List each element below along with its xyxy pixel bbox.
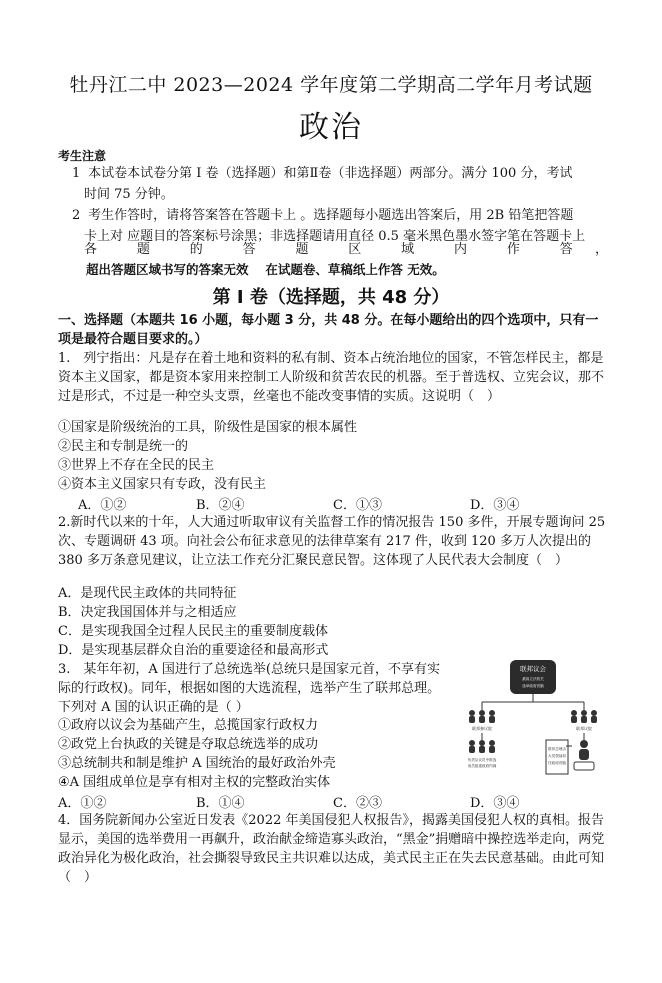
question-1-choice-a: A．①② [78,498,127,513]
people-icon-bottom-left [469,740,495,753]
chancellor-note-line-2: 大党领袖担 [548,754,566,758]
question-1-statement-4: ④资本主义国家只有专政，没有民主 [58,477,267,492]
notice-item-1-line-2: 时间 75 分钟。 [84,187,174,202]
question-1-choices [78,494,598,512]
question-3-choice-c: C．②③ [333,796,382,811]
bundesrat-label: 联邦参议院 [472,726,492,731]
cabinet-note-line-2: 成员组建政府内阁 [467,764,497,768]
election-flow-diagram [462,658,604,776]
bundestag-label: 联邦议院 [576,726,592,731]
notice-item-2-line-4: 超出答题区域书写的答案无效 在试题卷、草稿纸上作答 无效。 [86,262,445,277]
people-icon-right [571,710,597,723]
question-1-choice-c: C．①③ [333,498,382,513]
question-3-statement-2: ②政党上台执政的关键是夺取总统选举的成功 [58,737,319,752]
question-1-statement-2: ②民主和专制是统一的 [58,439,189,454]
question-3-statement-1: ①政府以议会为基础产生，总揽国家行政权力 [58,718,319,733]
question-3-choices [58,792,598,811]
chancellor-icon [574,740,594,770]
notice-item-2-line-1: 考生作答时，请将答案答在答题卡上 。选择题每小题选出答案后，用 2B 铅笔把答题 [88,208,574,223]
question-2-option-d: D．是实现基层群众自治的重要途径和最高形式 [58,643,329,658]
federal-parliament-sub-1: 最高立法机关 [522,677,544,681]
question-3-choice-a: A．①② [58,796,107,811]
question-2-option-a: A．是现代民主政体的共同特征 [58,586,237,601]
question-3-choice-d: D．③④ [470,796,520,811]
part-1-title: 第 I 卷（选择题，共 48 分） [212,287,450,308]
federal-parliament-sub-2: 选举政府首脑 [522,684,544,688]
question-1-stem: 1. 列宁指出：凡是存在着土地和资料的私有制、资本占统治地位的国家，不管怎样民主，都是资本主义国家，都是资本家用来控制工人阶级和贫苦农民的机器。至于普选权、立宪会议，那不过是形式，不过是一种空头支票，丝毫也不能改变事情的实质。这说明（ ） [58,351,605,404]
notice-item-1-line-1: 本试卷本试卷分第 I 卷（选择题）和第Ⅱ卷（非选择题）两部分。满分 100 分，考试 [88,166,573,181]
notice-item-2-line-2: 卡上对 应题目的答案标号涂黑；非选择题请用直径 0.5 毫米黑色墨水签字笔在答题卡上 [84,229,586,244]
section-1-heading: 一、选择题（本题共 16 小题，每小题 3 分，共 48 分。在每小题给出的四个选项中，只有一项是最符合题目要求的。） [58,313,599,347]
notice-item-1-number: 1 [72,166,81,181]
notice-item-2 [72,205,608,247]
question-3-statement-4: ④A 国组成单位是享有相对主权的完整政治实体 [58,775,331,790]
federal-parliament-title: 联邦议会 [520,665,546,673]
question-3-stem: 3. 某年年初，A 国进行了总统选举(总统只是国家元首，不享有实际的行政权)。同年，根据如图的大选流程，选举产生了联邦总理。下列对 A 国的认识正确的是（ ） [58,662,441,715]
notice-item-2-line-3: 各 题 的 答 题 区 域 内 作 答 ， [84,242,608,257]
question-2-option-b: B．决定我国国体并与之相适应 [58,605,237,620]
chancellor-note-line-1: 联邦总理由 [548,747,566,751]
question-3-choice-b: B．①④ [196,796,245,811]
notice-item-2-line-3-row [84,242,608,258]
question-3-statement-3: ③总统制共和制是维护 A 国统治的最好政治外壳 [58,756,336,771]
question-2-option-c: C．是实现我国全过程人民民主的重要制度载体 [58,624,328,639]
notice-item-2-number: 2 [72,208,81,223]
subject-title: 政治 [299,110,363,145]
question-4-stem: 4．国务院新闻办公室近日发表《2022 年美国侵犯人权报告》，揭露美国侵犯人权的真相。报告显示，美国的选举费用一再飙升，政治献金缔造寡头政治，“黑金”捐赠暗中操控选举走向，两党政治异化为极化政治，社会撕裂导致民主共识难以达成，美式民主正在失去民意基础。由此可知（ ） [58,813,605,885]
question-2-stem: 2.新时代以来的十年，人大通过听取审议有关监督工作的情况报告 150 多件，开展专题询问 25 次、专题调研 43 项。向社会公布征求意见的法律草案有 217 件，收到 120 多万人次提出的 380 多万条意见建议，让立法工作充分汇聚民意民智。这体现了人民代表大会制度（ ） [58,515,606,568]
question-1-statement-3: ③世界上不存在全民的民主 [58,458,215,473]
question-1-choice-d: D．③④ [470,498,520,513]
cabinet-note-line-1: 负责从议员中推选 [467,758,497,762]
connector-lines-bottom [482,733,584,746]
notice-item-1 [72,163,608,205]
exam-title: 牡丹江二中 2023—2024 学年度第二学期高二学年月考试题 [69,74,593,96]
question-1-choice-b: B．②④ [196,498,245,513]
people-icon-left [469,710,495,723]
question-1-statement-1: ①国家是阶级统治的工具，阶级性是国家的根本属性 [58,420,358,435]
connector-lines-top [482,694,584,710]
notice-heading: 考生注意 [58,149,107,163]
chancellor-note-line-3: 任政府首脑 [548,761,566,765]
